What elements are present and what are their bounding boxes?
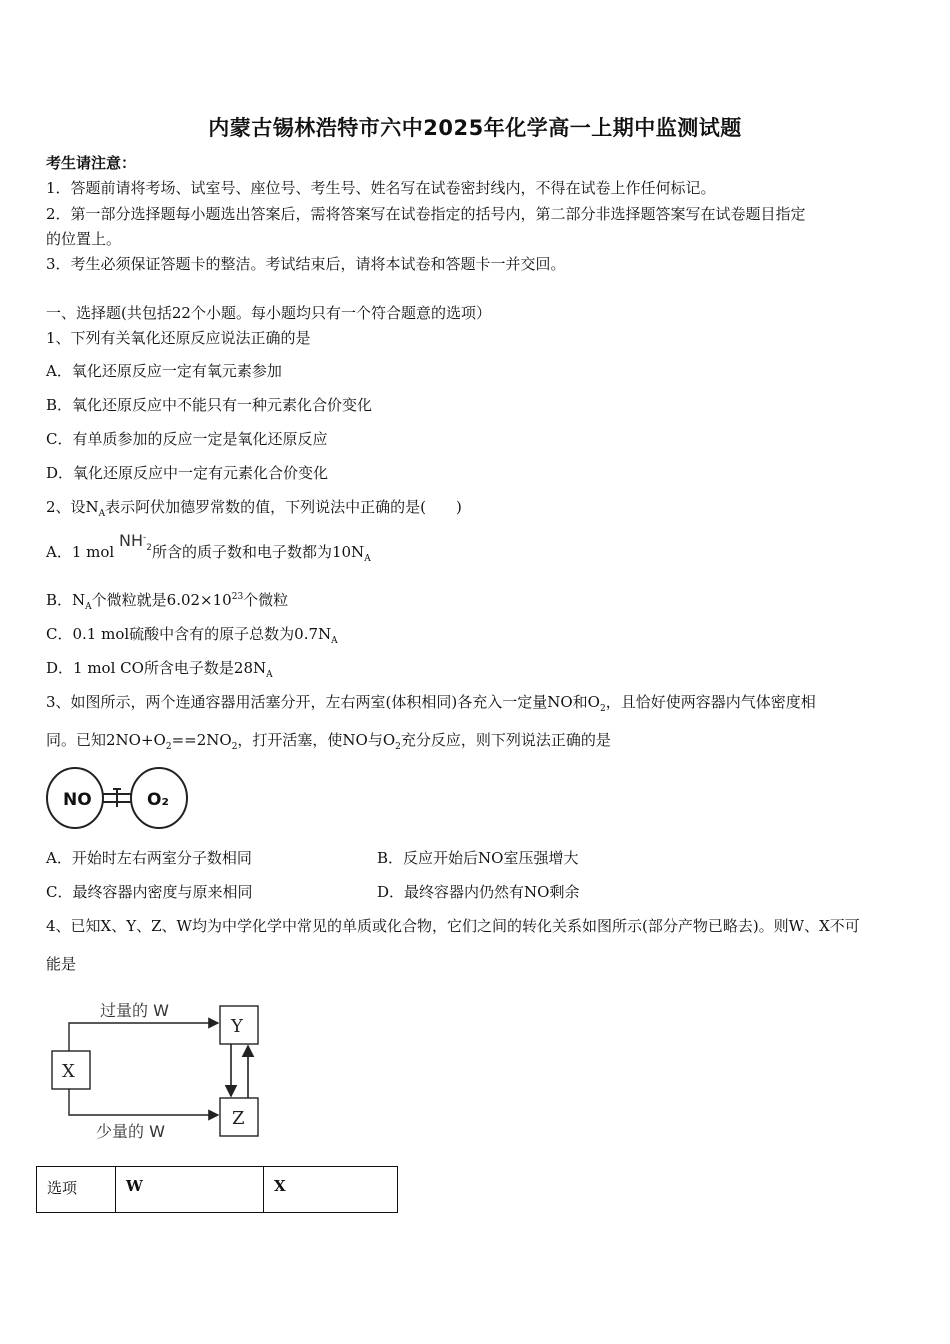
- q3-option-b: B．反应开始后NO室压强增大: [377, 849, 579, 867]
- q4-conversion-diagram: [48, 996, 268, 1144]
- q3-stem-line1: [46, 691, 816, 714]
- q2-option-b-mid: 个微粒就是6.02×10: [91, 591, 232, 609]
- q2-option-d-text: D．1 mol CO所含电子数是28N: [46, 659, 267, 677]
- q1-option-b: B．氧化还原反应中不能只有一种元素化合价变化: [46, 396, 373, 414]
- q3-line1-end: ，且恰好使两容器内气体密度相: [605, 693, 816, 711]
- q2-option-a-sub: A: [364, 554, 371, 564]
- q1-option-c: C．有单质参加的反应一定是氧化还原反应: [46, 430, 328, 448]
- q2-option-b-end: 个微粒: [243, 591, 289, 609]
- q2-option-b-sup: 23: [231, 592, 244, 602]
- q2-option-c: [46, 623, 338, 646]
- table-header-w: W: [116, 1167, 264, 1213]
- q3-container-figure: [44, 764, 190, 832]
- q2-stem-start: 2、设N: [46, 498, 99, 516]
- q3-line2-a: 同。已知2NO+O: [46, 731, 166, 749]
- q1-option-d: D．氧化还原反应中一定有元素化合价变化: [46, 464, 329, 482]
- nh2-formula-sub: 2: [146, 543, 152, 554]
- q2-stem-sub: A: [98, 509, 106, 519]
- q3-stem-line2: [46, 729, 611, 752]
- nh2-formula-main: NH: [118, 531, 143, 550]
- q4-options-table: [36, 1166, 398, 1213]
- q2-option-c-sub: A: [331, 636, 338, 646]
- page-title: 内蒙古锡林浩特市六中2025年化学高一上期中监测试题: [208, 116, 742, 140]
- y-label: Y: [231, 1016, 243, 1037]
- q4-stem-line1: 4、已知X、Y、Z、W均为中学化学中常见的单质或化合物，它们之间的转化关系如图所示(部分产物已略去)。则W、X不可: [46, 917, 860, 935]
- arrow-x-to-z: [69, 1089, 218, 1115]
- q3-option-a: A．开始时左右两室分子数相同: [46, 849, 252, 867]
- nh2-formula: [118, 531, 152, 554]
- q3-right-label: O₂: [147, 790, 169, 810]
- q3-line2-d: 充分反应，则下列说法正确的是: [400, 731, 611, 749]
- table-header-option: 选项: [37, 1167, 116, 1213]
- arrow-x-to-y: [69, 1023, 218, 1051]
- nh2-formula-sup: -: [142, 532, 147, 543]
- notice-item-3: 3．考生必须保证答题卡的整洁。考试结束后，请将本试卷和答题卡一并交回。: [46, 255, 566, 273]
- q2-option-a: [46, 531, 371, 564]
- q2-option-b: [46, 589, 288, 612]
- q3-line1-start: 3、如图所示，两个连通容器用活塞分开，左右两室(体积相同)各充入一定量NO和O: [46, 693, 600, 711]
- q2-option-a-start: A．1 mol: [46, 543, 115, 561]
- q3-left-label: NO: [63, 790, 92, 810]
- q2-option-d: [46, 657, 273, 680]
- q3-line2-b: ==2NO: [171, 731, 232, 749]
- q2-option-a-end: 所含的质子数和电子数都为10N: [151, 543, 365, 561]
- q2-option-d-sub: A: [266, 670, 273, 680]
- notice-heading: 考生请注意：: [46, 154, 137, 172]
- q3-line2-sub-1: 2: [165, 742, 172, 752]
- section-heading: 一、选择题(共包括22个小题。每小题均只有一个符合题意的选项）: [46, 304, 491, 322]
- q2-stem-end: 表示阿伏加德罗常数的值，下列说法中正确的是( ): [105, 498, 462, 516]
- x-label: X: [62, 1061, 75, 1082]
- z-label: Z: [232, 1108, 245, 1129]
- q3-line2-sub-2: 2: [231, 742, 238, 752]
- q2-option-b-sub: A: [85, 602, 92, 612]
- q3-option-c: C．最终容器内密度与原来相同: [46, 883, 253, 901]
- q2-option-b-start: B．N: [46, 591, 86, 609]
- q2-option-c-text: C．0.1 mol硫酸中含有的原子总数为0.7N: [46, 625, 332, 643]
- top-arrow-label: 过量的 W: [100, 1001, 169, 1020]
- q3-line1-sub: 2: [599, 704, 606, 714]
- bottom-arrow-label: 少量的 W: [96, 1122, 165, 1141]
- q3-line2-c: ，打开活塞，使NO与O: [237, 731, 396, 749]
- table-header-x: X: [264, 1167, 398, 1213]
- notice-item-1: 1．答题前请将考场、试室号、座位号、考生号、姓名写在试卷密封线内，不得在试卷上作任何标记。: [46, 179, 716, 197]
- notice-item-2: 2．第一部分选择题每小题选出答案后，需将答案写在试卷指定的括号内，第二部分非选择题答案写在试卷题目指定: [46, 205, 806, 223]
- q3-line2-sub-3: 2: [395, 742, 401, 752]
- q2-stem: [46, 496, 462, 519]
- notice-item-2-cont: 的位置上。: [46, 230, 122, 248]
- q3-option-d: D．最终容器内仍然有NO剩余: [377, 883, 580, 901]
- q4-stem-line2: 能是: [46, 955, 77, 973]
- q1-option-a: A．氧化还原反应一定有氧元素参加: [46, 362, 282, 380]
- q1-stem: 1、下列有关氧化还原反应说法正确的是: [46, 329, 311, 347]
- table-header-row: [37, 1167, 398, 1213]
